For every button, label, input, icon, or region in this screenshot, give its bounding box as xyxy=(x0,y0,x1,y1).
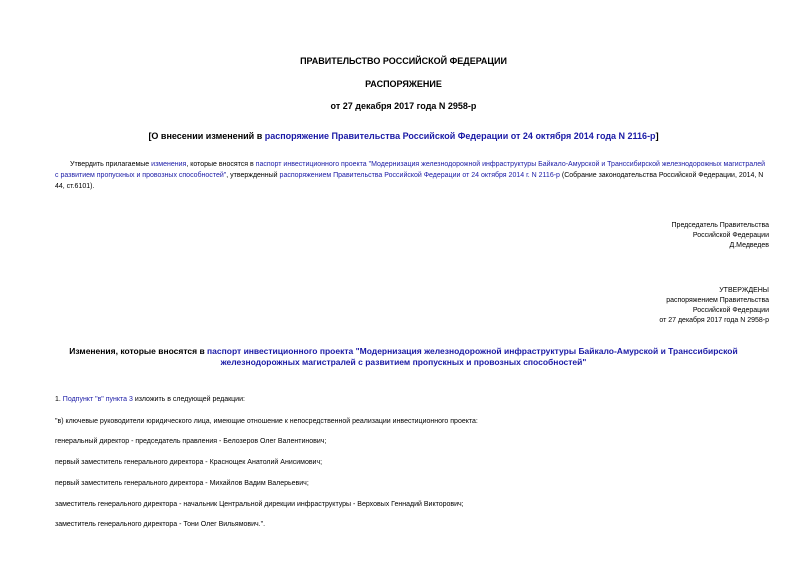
subject-link[interactable]: распоряжение Правительства Российской Федерации от 24 октября 2014 года N 2116-р xyxy=(264,131,656,141)
approval-line-4: от 27 декабря 2017 года N 2958-р xyxy=(659,317,769,324)
document-type: РАСПОРЯЖЕНИЕ xyxy=(365,79,442,89)
subject-prefix: [О внесении изменений в xyxy=(148,131,265,141)
item-1-text: изложить в следующей редакции: xyxy=(132,396,245,403)
intro-text-1: Утвердить прилагаемые xyxy=(70,161,152,168)
passport-link[interactable]: паспорт инвестиционного проекта "Модернизация железнодорожной инфраструктуры Байкало-Амурской и Транссибирской железнодорожных магистралей с развитием пропускных и провозных способностей" xyxy=(55,161,766,179)
item-1-number: 1. xyxy=(55,396,63,403)
changes-title-prefix: Изменения, которые вносятся в xyxy=(69,346,208,356)
intro-text-2: , которые вносятся в xyxy=(186,161,256,168)
order-link[interactable]: распоряжением Правительства Российской Федерации от 24 октября 2014 г. N 2116-р xyxy=(279,172,560,179)
intro-text-4: (Собрание законодательства Российской Федерации, 2014, N 44, ст.6101). xyxy=(55,172,764,190)
document-date: от 27 декабря 2017 года N 2958-р xyxy=(330,101,477,111)
approval-line-2: распоряжением Правительства xyxy=(666,297,769,304)
signature-title: Председатель Правительства xyxy=(671,222,769,229)
list-item: первый заместитель генерального директора - Краснощек Анатолий Анисимович; xyxy=(55,459,323,466)
approval-block xyxy=(659,286,769,326)
changes-title xyxy=(50,346,757,368)
item-1 xyxy=(55,396,245,403)
approval-line-3: Российской Федерации xyxy=(692,307,769,314)
list-item: генеральный директор - председатель правления - Белозеров Олег Валентинович; xyxy=(55,438,327,445)
government-heading: ПРАВИТЕЛЬСТВО РОССИЙСКОЙ ФЕДЕРАЦИИ xyxy=(300,56,507,66)
changes-link[interactable]: изменения xyxy=(151,161,187,168)
list-item: первый заместитель генерального директора - Михайлов Вадим Валерьевич; xyxy=(55,480,309,487)
subject-suffix: ] xyxy=(655,131,659,141)
subparagraph-link[interactable]: Подпункт "в" пункта 3 xyxy=(62,396,133,403)
changes-title-link[interactable]: паспорт инвестиционного проекта "Модернизация железнодорожной инфраструктуры Байкало-Амурской и Транссибирской железнодорожных магистралей с развитием пропускных и провозных способностей" xyxy=(207,346,738,367)
intro-paragraph xyxy=(55,159,770,192)
document-subject xyxy=(0,131,807,141)
signature-country: Российской Федерации xyxy=(692,232,769,239)
signature-block xyxy=(672,221,769,251)
approval-title: УТВЕРЖДЕНЫ xyxy=(719,287,769,294)
list-item: заместитель генерального директора - Тони Олег Вильямович.". xyxy=(55,521,266,528)
list-item: заместитель генерального директора - начальник Центральной дирекции инфраструктуры - Верховых Геннадий Викторович; xyxy=(55,501,464,508)
intro-text-3: , утвержденный xyxy=(226,172,280,179)
signature-name: Д.Медведев xyxy=(729,242,769,249)
list-item: "в) ключевые руководители юридического лица, имеющие отношение к непосредственной реализации инвестиционного проекта: xyxy=(55,418,478,425)
